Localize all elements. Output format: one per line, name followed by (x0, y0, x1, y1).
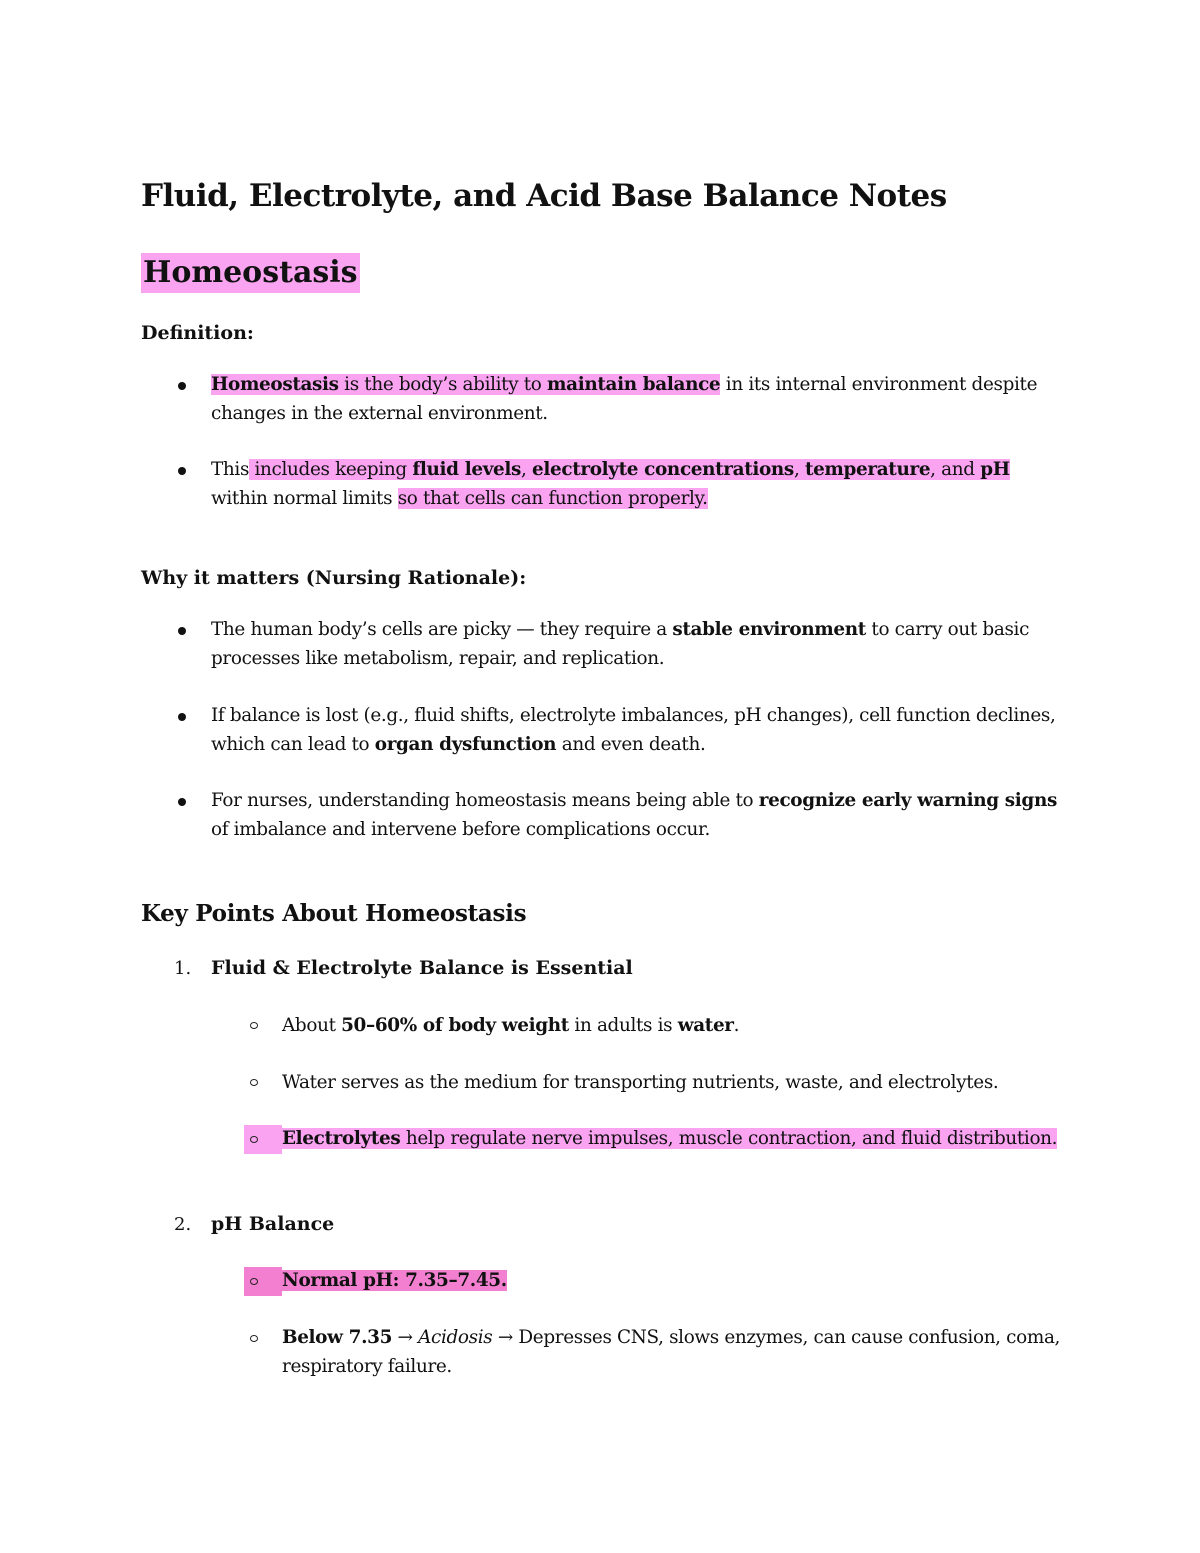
list-number: 1. (174, 958, 192, 979)
key-point-1-sub-2: Water serves as the medium for transporting nutrients, waste, and electrolytes. (282, 1072, 999, 1093)
bullet-dot-icon (178, 798, 186, 806)
key-point-2-sub-1: Normal pH: 7.35–7.45. (282, 1270, 507, 1291)
bullet-dot-icon (178, 467, 186, 475)
section-heading-homeostasis: Homeostasis (141, 253, 360, 293)
circle-bullet-icon (250, 1278, 258, 1285)
bullet-dot-icon (178, 382, 186, 390)
definition-label: Definition: (141, 322, 254, 344)
section-heading-key-points: Key Points About Homeostasis (141, 900, 527, 927)
definition-bullet-2: This includes keeping fluid levels, electrolyte concentrations, temperature, and pH within normal limits so that cells can function properly. (211, 459, 1010, 509)
key-point-2-label: pH Balance (211, 1213, 335, 1235)
circle-bullet-icon (250, 1335, 258, 1342)
why-bullet-1: The human body’s cells are picky — they require a stable environment to carry out basic processes like metabolism, repair, and replication. (211, 619, 1030, 669)
key-point-2-sub-2: Below 7.35 → Acidosis → Depresses CNS, slows enzymes, can cause confusion, coma, respiratory failure. (282, 1327, 1061, 1377)
list-number: 2. (174, 1214, 192, 1235)
why-it-matters-label: Why it matters (Nursing Rationale): (141, 567, 527, 589)
why-bullet-3: For nurses, understanding homeostasis means being able to recognize early warning signs of imbalance and intervene before complications occur. (211, 790, 1057, 840)
document-title: Fluid, Electrolyte, and Acid Base Balance Notes (141, 178, 947, 214)
term-homeostasis: Homeostasis (211, 374, 339, 395)
key-point-1-sub-1: About 50–60% of body weight in adults is water. (282, 1015, 740, 1036)
definition-bullet-1: Homeostasis is the body’s ability to maintain balance in its internal environment despite changes in the external environment. (211, 374, 1038, 424)
circle-bullet-icon (250, 1079, 258, 1086)
circle-bullet-icon (250, 1136, 258, 1143)
why-bullet-2: If balance is lost (e.g., fluid shifts, electrolyte imbalances, pH changes), cell function declines, which can lead to organ dysfunction and even death. (211, 705, 1056, 755)
key-point-1-sub-3: Electrolytes help regulate nerve impulses, muscle contraction, and fluid distribution. (282, 1128, 1058, 1149)
key-point-1-label: Fluid & Electrolyte Balance is Essential (211, 957, 633, 979)
bullet-dot-icon (178, 627, 186, 635)
bullet-dot-icon (178, 713, 186, 721)
circle-bullet-icon (250, 1022, 258, 1029)
